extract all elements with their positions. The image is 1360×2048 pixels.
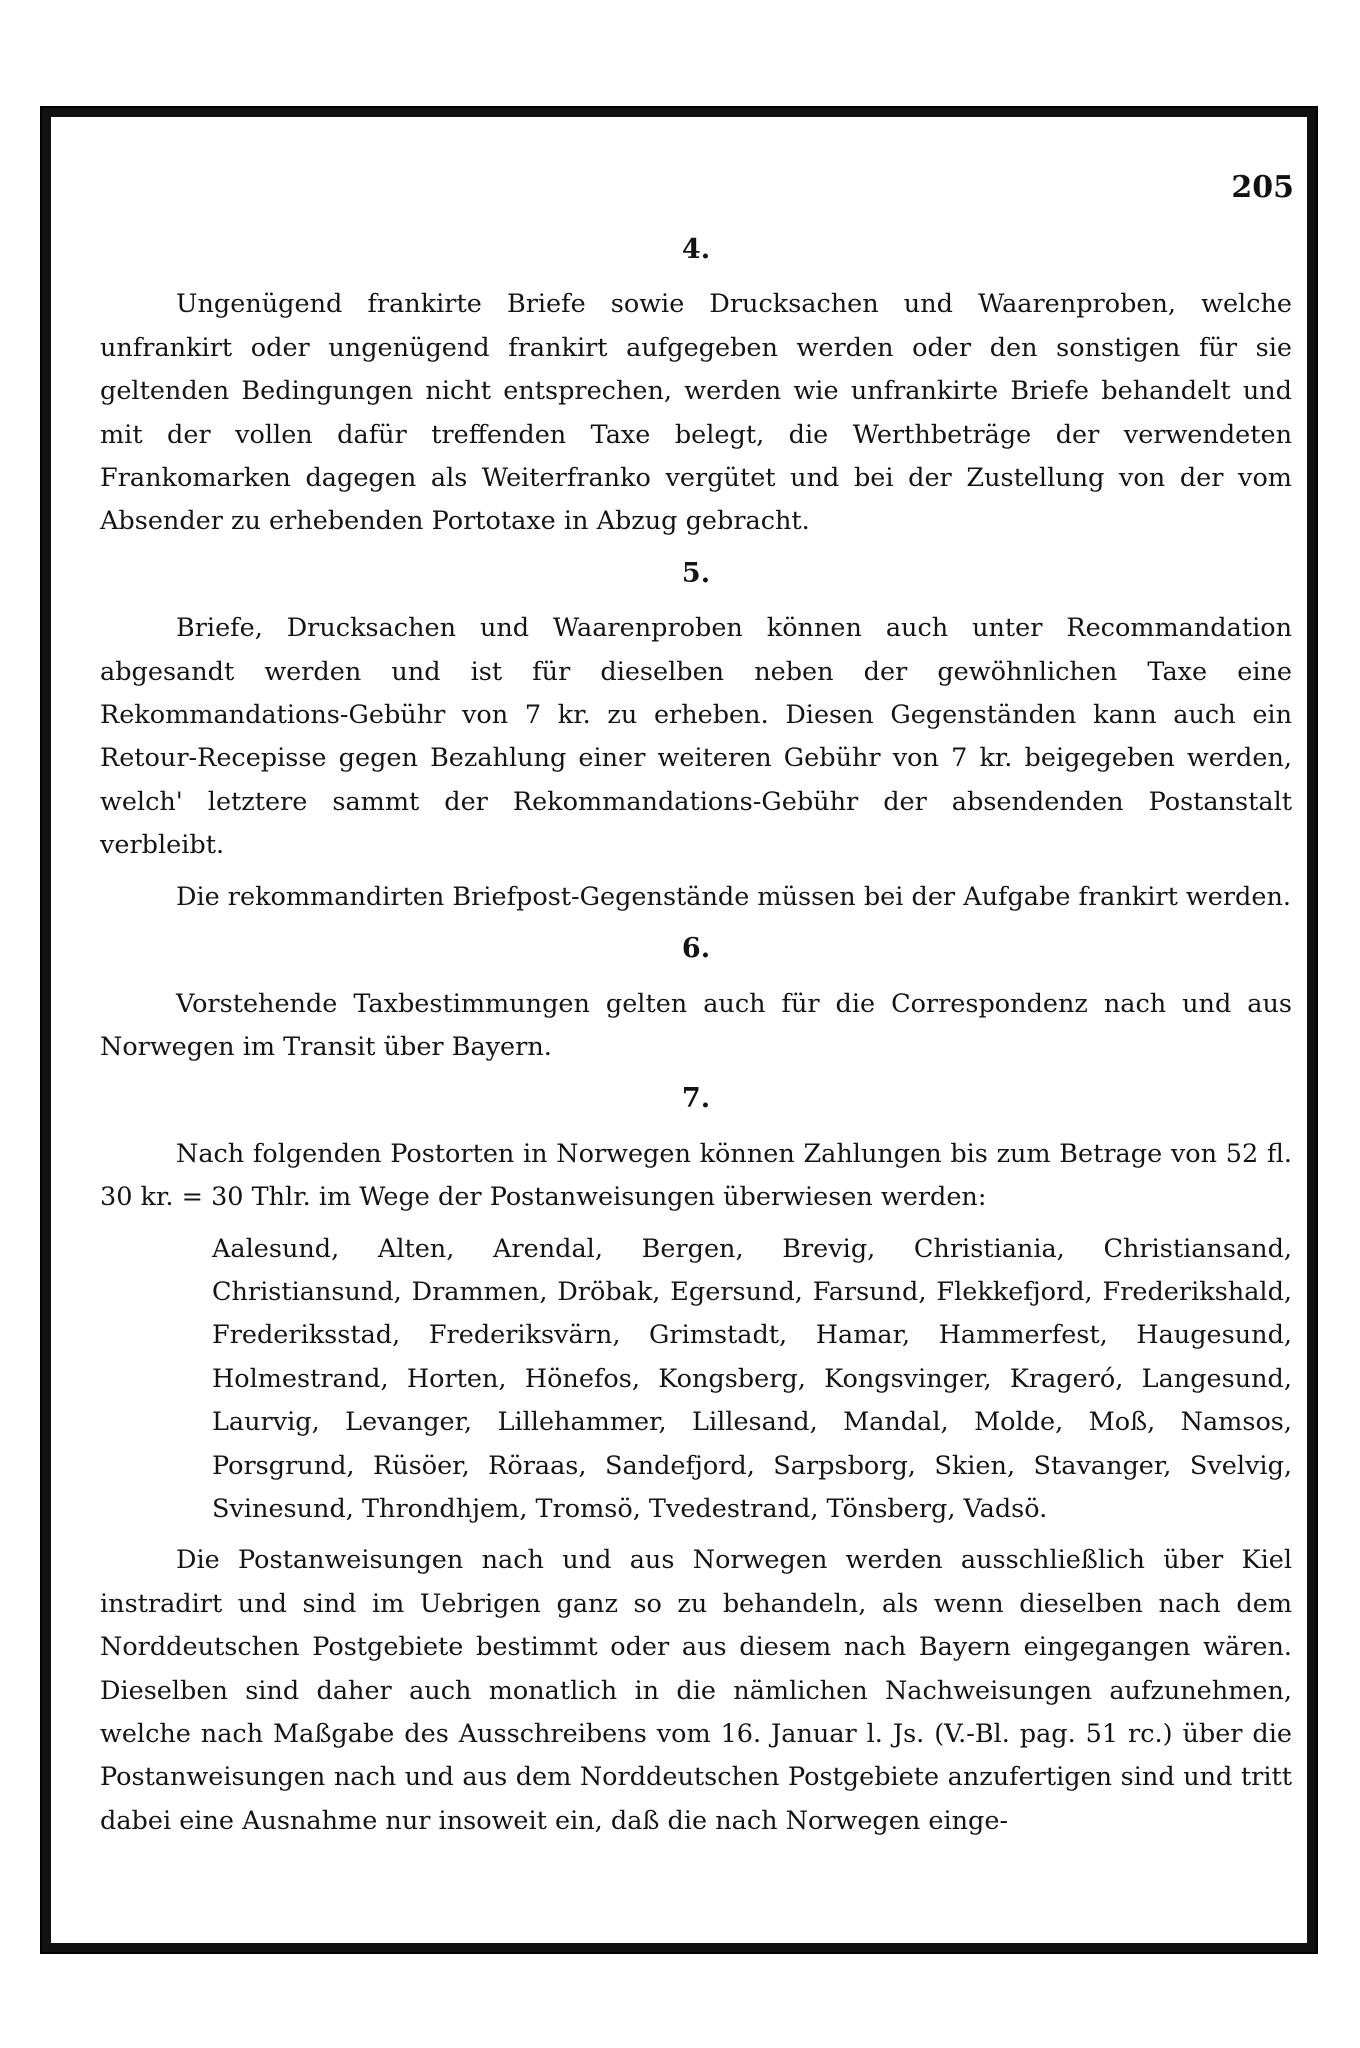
paragraph: Die rekommandirten Briefpost-Gegenstände müssen bei der Aufgabe frankirt werden. [176, 881, 1291, 912]
section-number: 5. [681, 557, 711, 589]
section-number: 7. [681, 1083, 711, 1115]
section-number: 4. [681, 234, 711, 265]
paragraph: Briefe, Drucksachen und Waarenproben können auch unter Recommandation abgesandt werden und ist für dieselben neben der gewöhnlichen Taxe eine Rekommandations-Gebühr von 7 kr. zu erheben. Diesen Gegenständen kann auch ein Retour-Recepisse gegen Bezahlung einer weiteren Gebühr von 7 kr. beigegeben werden, welch' letztere sammt der Rekommandations-Gebühr der absendenden Postanstalt verbleibt. [100, 613, 1292, 861]
page-number: 205 [1231, 170, 1294, 205]
paragraph: Die Postanweisungen nach und aus Norwegen werden ausschließlich über Kiel instradirt und sind im Uebrigen ganz so zu behandeln, als wenn dieselben nach dem Norddeutschen Postgebiete bestimmt oder aus diesem nach Bayern eingegangen wären. Dieselben sind daher auch monatlich in die nämlichen Nachweisungen aufzunehmen, welche nach Maßgabe des Ausschreibens vom 16. Januar l. Js. (V.-Bl. pag. 51 rc.) über die Postanweisungen nach und aus dem Norddeutschen Postgebiete anzufertigen sind und tritt dabei eine Ausnahme nur insoweit ein, daß die nach Norwegen einge- [100, 1545, 1292, 1836]
post-office-list: Aalesund, Alten, Arendal, Bergen, Brevig, Christiania, Christiansand, Christiansund, Drammen, Dröbak, Egersund, Farsund, Flekkefjord, Frederikshald, Frederiksstad, Frederiksvärn, Grimstadt, Hamar, Hammerfest, Haugesund, Holmestrand, Horten, Hönefos, Kongsberg, Kongsvinger, Krageró, Langesund, Laurvig, Levanger, Lillehammer, Lillesand, Mandal, Molde, Moß, Namsos, Porsgrund, Rüsöer, Röraas, Sandefjord, Sarpsborg, Skien, Stavanger, Svelvig, Svinesund, Throndhjem, Tromsö, Tvedestrand, Tönsberg, Vadsö. [212, 1233, 1292, 1524]
paragraph: Nach folgenden Postorten in Norwegen können Zahlungen bis zum Betrage von 52 fl. 30 kr. = 30 Thlr. im Wege der Postanweisungen überwiesen werden: [100, 1138, 1292, 1213]
paragraph: Vorstehende Taxbestimmungen gelten auch für die Correspondenz nach und aus Norwegen im Transit über Bayern. [100, 988, 1292, 1062]
page-content [100, 222, 1292, 1851]
section-number: 6. [681, 933, 711, 965]
paragraph: Ungenügend frankirte Briefe sowie Drucksachen und Waarenproben, welche unfrankirt oder ungenügend frankirt aufgegeben werden oder den sonstigen für sie geltenden Bedingungen nicht entsprechen, werden wie unfrankirte Briefe behandelt und mit der vollen dafür treffenden Taxe belegt, die Werthbeträge der verwendeten Frankomarken dagegen als Weiterfranko vergütet und bei der Zustellung von der vom Absender zu erhebenden Portotaxe in Abzug gebracht. [100, 289, 1292, 537]
